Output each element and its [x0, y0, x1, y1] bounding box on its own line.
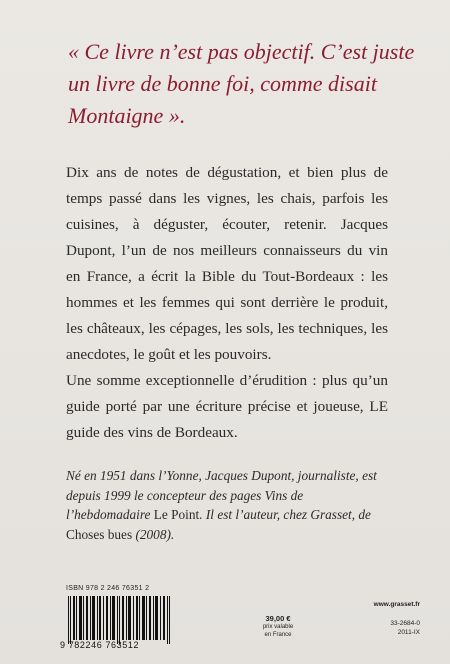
price-block — [248, 614, 308, 639]
publisher-code: 33-2684-0 — [390, 620, 420, 627]
quote-line: Montaigne ». — [68, 103, 186, 128]
edition-code: 2011-IX — [397, 629, 420, 636]
book-title: Choses bues — [66, 526, 133, 542]
bio-text: . Il est l’auteur, chez Grasset, de — [199, 507, 371, 522]
price-amount: 39,00 € — [265, 614, 291, 623]
barcode — [66, 596, 176, 646]
author-bio — [66, 466, 386, 544]
blurb — [66, 160, 388, 446]
bio-text: Né en 1951 dans l’Yonne, Jacques Dupont, journaliste, est depuis 1999 le concepteur des pages Vins de l’hebdomadaire — [66, 468, 377, 522]
magazine-title: Le Point — [153, 507, 200, 522]
quote-line: « Ce livre n’est pas objectif. C’est juste — [68, 39, 415, 64]
price-note: prix valable — [262, 624, 294, 630]
price-note: en France — [264, 632, 292, 638]
publisher-block — [340, 600, 420, 637]
blurb-paragraph: Une somme exceptionnelle d’érudition : plus qu’un guide porté par une écriture précise et joueuse, LE guide des vins de Bordeaux. — [66, 372, 388, 441]
blurb-paragraph: Dix ans de notes de dégustation, et bien plus de temps passé dans les vignes, les chais, parfois les cuisines, à déguster, écouter, retenir. Jacques Dupont, l’un de nos meilleurs connaisseurs du vin en France, a écrit la Bible du Tout-Bordeaux : les hommes et les femmes qui sont derrière le produit, les châteaux, les cépages, les sols, les techniques, les anecdotes, le goût et les pouvoirs. — [66, 164, 388, 363]
publisher-url: www.grasset.fr — [373, 601, 420, 608]
quote-line: un livre de bonne foi, comme disait — [68, 71, 377, 96]
isbn-label: ISBN 978 2 246 76351 2 — [66, 585, 150, 592]
pull-quote — [68, 36, 415, 132]
bio-text: (2008). — [132, 526, 175, 542]
barcode-digits: 9 782246 763512 — [60, 640, 140, 650]
